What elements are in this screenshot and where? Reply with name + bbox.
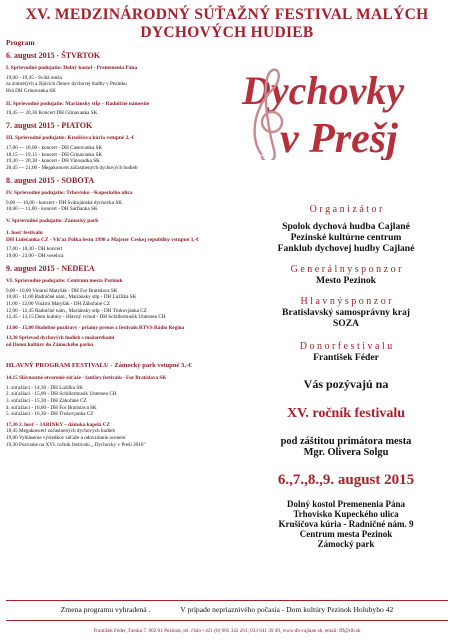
program-line: 20,45 — 21,00 - Megakoncert zúčastnených dychových hudieb: [6, 164, 138, 171]
guest-1-label: 1. hosť festivalu: [6, 230, 43, 237]
program-line: 10,00 — 11,00 - koncert - DH Šarfianka SK: [6, 206, 98, 213]
organizer-3: Fanklub dychovej hudby Cajlané: [277, 243, 415, 254]
competitor-line: 5. súťažiaci - 16,30 - DH Trnkovjanka CZ: [6, 411, 94, 418]
venue-4: Centrum mesta Pezinok: [299, 529, 393, 539]
program-line: 17,00 — 18,00 - koncert - DH Častovanka SK: [6, 144, 103, 151]
venue-1: Dolný kostol Premenenia Pána: [286, 499, 406, 509]
parade-line: 13,30 Sprievod dychových hudieb s mažoretkami: [6, 335, 115, 342]
patronage-2: Mgr. Olivera Solgu: [303, 447, 389, 458]
program-line: 9,00 - 10,00 Vinární Matyšák - DH For Bratislava SK: [6, 287, 118, 294]
sub-event-5: V. Sprievodné podujatie: Zámocký park: [6, 217, 99, 224]
program-line: 19,00 - 23,00 - DH veselica: [6, 253, 64, 260]
venue-5: Zámocký park: [317, 539, 375, 549]
title-line-2: DYCHOVÝCH HUDIEB: [140, 24, 314, 41]
organizers-column: [246, 204, 446, 549]
rain-note: V prípade nepriaznivého počasia - Dom kultúry Pezinok Holubyho 42: [180, 605, 394, 614]
program-column: [6, 38, 238, 448]
sub-event-1: I. Sprievodné podujatie: Dolný kostol - Premenenia Pána: [6, 65, 138, 72]
sub-event-4: IV. Sprievodné podujatie: Trhovisko - Kupeckého ulica: [6, 189, 133, 196]
organizer-1: Spolok dychová hudba Cajlané: [282, 221, 410, 232]
guest-1-name: DH Lidečanka CZ - Vit'az Polka festu 1998 a Majster Českej republiky vstupné 3,-€: [6, 236, 199, 243]
day-heading-thursday: 6. august 2015 - ŠTVRTOK: [6, 50, 101, 60]
program-line: 11,00 - 12,00 Vinární Matyšák - DH Záhořané CZ: [6, 301, 110, 308]
opening-line: 14,15 Slávnostné otvorenie súťaže - fanfáry festivalu - For Bratislava SK: [6, 375, 167, 382]
program-line: 19,00 - 19,45 - Svätá omša: [6, 74, 62, 81]
patronage-1: pod záštitou primátora mesta: [280, 436, 412, 447]
festival-dates: 6.,7.,8.,9. august 2015: [277, 472, 415, 488]
organizer-2: Pezinské kultúrne centrum: [290, 232, 402, 243]
donor-name: František Féder: [313, 352, 379, 363]
dychovky-logo: [232, 60, 450, 160]
sub-event-2: II. Sprievodné podujatie: Mariánsky stĺp – Radničné námestie: [6, 100, 150, 107]
general-sponsor: Mesto Pezinok: [316, 275, 376, 286]
radio-broadcast: 13,00 - 15,00 Hudobné pozdravy - priamy prenos z festivalu RTVS Rádio Regina: [6, 324, 185, 331]
day-heading-friday: 7. august 2015 - PIATOK: [6, 120, 93, 130]
program-line: 19,30 — 20,30 - koncert - DH Vinosadka SK: [6, 158, 100, 165]
sub-event-6: VI. Sprievodné podujatie: Centrum mesta Pezinok: [6, 278, 123, 285]
program-change-note: Zmena programu vyhradená .: [60, 605, 151, 614]
logo-line-2: v Prešj: [280, 116, 398, 160]
day-heading-saturday: 8. august 2015 - SOBOTA: [6, 176, 95, 186]
program-line: 19,30 Pozvanie na XVI. ročník festivalu „ Dychovky v Preši 2016": [6, 441, 146, 448]
donor-heading: D o n o r f e s t i v a l u: [299, 341, 393, 352]
main-program-heading: HLAVNÝ PROGRAM FESTIVALU - Zámocký park vstupné 3,-€: [6, 361, 192, 369]
program-line: 12,45 - 13,15 Dom kultúry - Hlavný vchod - DH Schillermusik Untersen CH: [6, 314, 166, 321]
festival-title: [0, 6, 454, 42]
sub-event-3: III. Sprievodné podujatie: Krušičova kúria vstupné 2,-€: [6, 135, 135, 142]
day-heading-sunday: 9. august 2015 - NEDEĽA: [6, 263, 95, 273]
competitor-line: 1. súťažiaci - 14,30 - DH Lužílka SK: [6, 384, 83, 391]
venue-3: Krušičova kúria - Radničné nám. 9: [278, 519, 414, 529]
edition: XV. ročník festivalu: [286, 406, 406, 421]
title-line-1: XV. MEDZINÁRODNÝ SÚŤAŽNÝ FESTIVAL MALÝCH: [25, 6, 429, 23]
contact-footer: František Féder, Farská 7. 902 01 Pezinok, tel. číslo +421 (0) 905 342 261, 033 641 39 49, www.dh-cajlane.sk, email: fff@rib.sk: [93, 628, 361, 634]
program-label: Program: [6, 38, 35, 47]
program-line: 19,45 — 20,30 Koncert DH Grinavanka SK: [6, 110, 98, 117]
logo-line-1: Dychovky: [242, 68, 405, 113]
divider: [6, 620, 448, 621]
organizer-heading: O r g a n i z á t o r: [309, 204, 383, 215]
main-sponsor-heading: H l a v n ý s p o n z o r: [300, 296, 392, 307]
program-line: za zomrelých a žijúcich členov dychovej hudby v Pezinku: [6, 81, 127, 88]
competitor-line: 3. súťažiaci - 15,30 - DH Záhořané CZ: [6, 397, 87, 404]
invitation: Vás pozývajú na: [303, 377, 389, 391]
competitor-line: 4. súťažiaci - 16,00 - DH For Bratislava SK: [6, 404, 97, 411]
general-sponsor-heading: G e n e r á l n y s p o n z o r: [290, 264, 402, 275]
program-line: 17,00 - 18,30 - DH koncert: [6, 246, 63, 253]
guest-2-line: 17,30 2. hosť – JÁRINKY – dámska kapela CZ: [6, 421, 110, 428]
program-line: 9,00 — 10,00 - koncert - DH Svätojánská dychovka SK: [6, 199, 122, 206]
program-line: 19,00 Vyhlásenie výsledkov súťaže a odovzdanie ocenení: [6, 434, 126, 441]
bottom-notes: [0, 605, 454, 614]
program-line: 18,45 Megakoncert zúčastnených dychových hudieb: [6, 428, 116, 435]
venue-2: Trhovisko Kupeckého ulica: [293, 509, 399, 519]
program-line: 18,15 — 19,15 - koncert - DH Grinavanka SK: [6, 151, 103, 158]
program-line: 12,00 - 12,45 Radničné nám., Mariánsky stĺp - DH Trnkovjanka CZ: [6, 307, 147, 314]
main-sponsor-1: Bratislavský samosprávny kraj: [282, 307, 410, 318]
competitor-line: 2. súťažiaci - 15,00 - DH Schillermusik Untersen CH: [6, 391, 117, 398]
main-sponsor-2: SOZA: [332, 318, 360, 329]
parade-line: od Domu kultúry do Zámockého parku: [6, 342, 94, 348]
program-line: 10,00 - 11,00 Radničné nám., Mariánsky stĺp - DH Lužílka SK: [6, 294, 137, 301]
divider: [6, 600, 448, 601]
program-line: Hrá DH Grinavanka SK: [6, 87, 56, 94]
